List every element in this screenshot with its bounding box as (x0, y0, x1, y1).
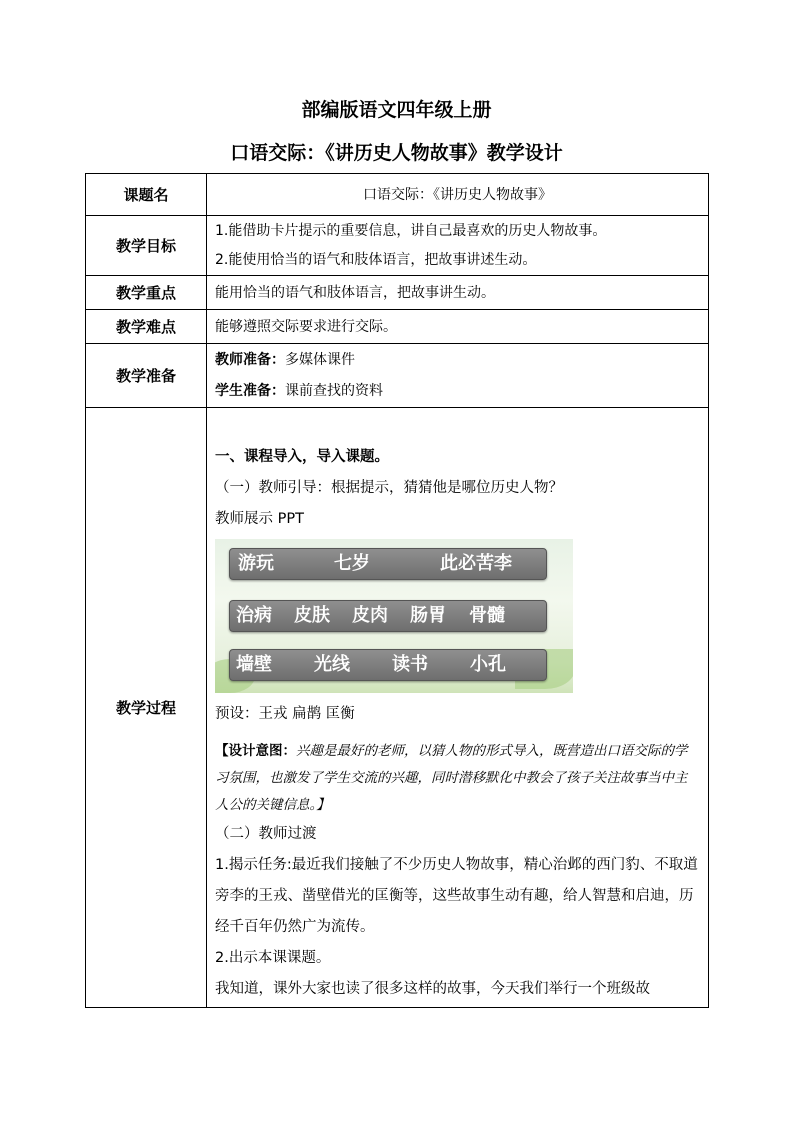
focus-value: 能用恰当的语气和肢体语言，把故事讲生动。 (207, 276, 709, 310)
focus-label: 教学重点 (86, 276, 207, 310)
prep-label: 教学准备 (86, 344, 207, 408)
row-topic (86, 174, 709, 216)
slide-clue-bar (229, 600, 547, 632)
preset-answer: 预设：王戎 扁鹊 匡衡 (215, 706, 355, 722)
clue-word: 游玩 (238, 553, 274, 574)
slide-clue-bar (229, 548, 547, 580)
design-intent-text: 兴趣是最好的老师，以猜人物的形式导入，既营造出口语交际的学习氛围，也激发了学生交流的兴趣，同时潜移默化中教会了孩子关注故事当中主人公的关键信息。】 (215, 743, 688, 813)
difficulty-label: 教学难点 (86, 310, 207, 344)
row-difficulty (86, 310, 709, 344)
row-prep (86, 344, 709, 408)
section-heading: 一、课程导入，导入课题。 (215, 449, 389, 465)
prep-student-value: 课前查找的资料 (285, 382, 383, 399)
step-1: （一）教师引导：根据提示，猜猜他是哪位历史人物？ (215, 480, 563, 496)
prep-teacher (215, 345, 700, 376)
prep-teacher-label: 教师准备： (215, 351, 285, 368)
design-intent (215, 738, 700, 819)
clue-word: 治病 (236, 605, 272, 626)
prep-value (207, 344, 709, 408)
ppt-note: 教师展示 PPT (215, 511, 304, 527)
lesson-plan-table (85, 173, 709, 1008)
prep-student (215, 376, 700, 407)
row-focus (86, 276, 709, 310)
clue-word: 皮肉 (352, 605, 388, 626)
prep-teacher-value: 多媒体课件 (285, 351, 355, 368)
process-content (207, 408, 709, 1008)
paragraph: 2.出示本课课题。 (215, 950, 331, 966)
clue-word: 骨髓 (469, 605, 505, 626)
paragraph: 我知道，课外大家也读了很多这样的故事，今天我们举行一个班级故 (215, 981, 650, 997)
document-subtitle: 口语交际：《讲历史人物故事》教学设计 (230, 142, 563, 164)
clue-word: 此必苦李 (440, 553, 512, 574)
goal-item: 2.能使用恰当的语气和肢体语言，把故事讲述生动。 (215, 251, 537, 268)
topic-label: 课题名 (86, 174, 207, 216)
goals-value (207, 216, 709, 276)
clue-word: 七岁 (334, 553, 370, 574)
step-2: （二）教师过渡 (215, 826, 317, 842)
design-intent-tag: 【设计意图： (215, 743, 296, 759)
ppt-slide-image (215, 539, 573, 693)
goals-label: 教学目标 (86, 216, 207, 276)
prep-student-label: 学生准备： (215, 382, 285, 399)
slide-clue-bar (229, 649, 547, 681)
topic-value: 口语交际：《讲历史人物故事》 (207, 174, 709, 216)
row-goals (86, 216, 709, 276)
difficulty-value: 能够遵照交际要求进行交际。 (207, 310, 709, 344)
process-label: 教学过程 (86, 408, 207, 1008)
paragraph: 1.揭示任务:最近我们接触了不少历史人物故事，精心治邺的西门豹、不取道旁李的王戎、凿壁借光的匡衡等，这些故事生动有趣，给人智慧和启迪，历经千百年仍然广为流传。 (215, 857, 698, 935)
clue-word: 墙壁 (236, 654, 272, 675)
clue-word: 皮肤 (294, 605, 330, 626)
clue-word: 小孔 (470, 654, 506, 675)
goal-item: 1.能借助卡片提示的重要信息，讲自己最喜欢的历史人物故事。 (215, 222, 607, 239)
clue-word: 肠胃 (410, 605, 446, 626)
clue-word: 光线 (314, 654, 350, 675)
row-process (86, 408, 709, 1008)
document-title: 部编版语文四年级上册 (301, 99, 492, 121)
clue-word: 读书 (392, 654, 428, 675)
